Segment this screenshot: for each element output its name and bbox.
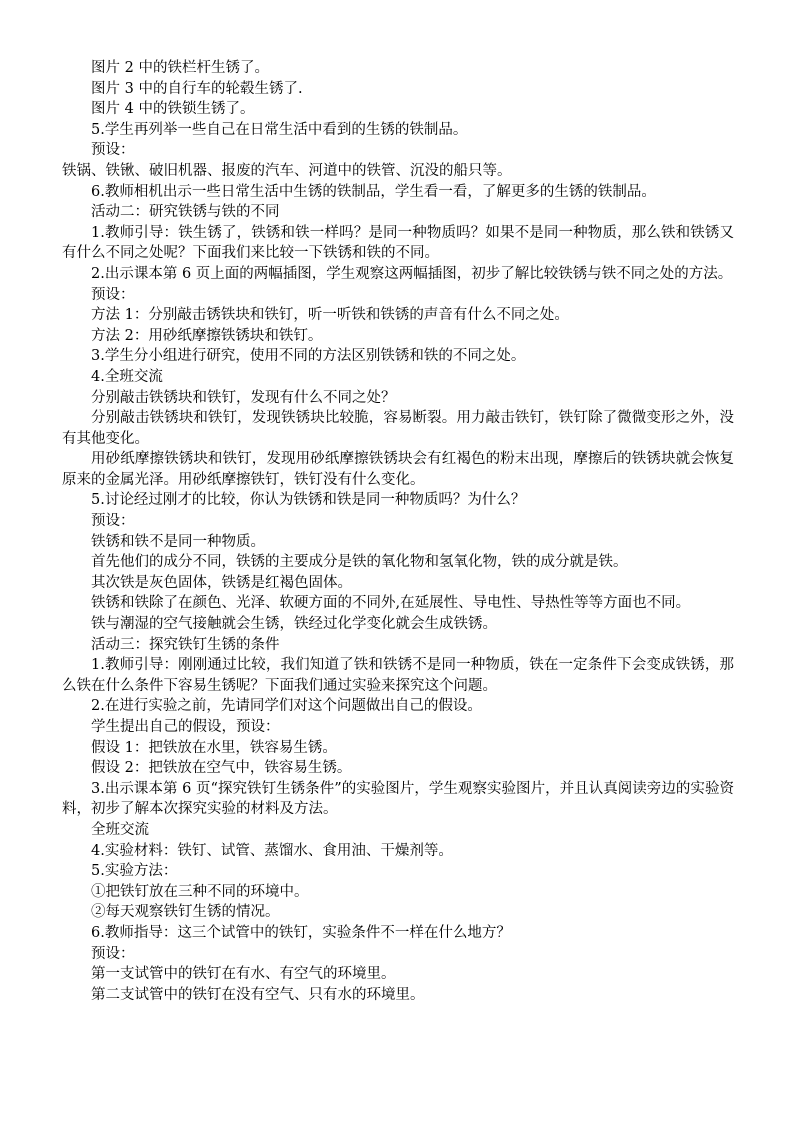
paragraph-25: 铁与潮湿的空气接触就会生锈，铁经过化学变化就会生成铁锈。	[91, 616, 497, 633]
paragraph-2: 图片 3 中的自行车的轮毂生锈了.	[91, 80, 303, 97]
paragraph-17: 分别敲击铁锈块和铁钉，发现铁锈块比较脆，容易断裂。用力敲击铁钉，铁钉除了微微变形之外，没有其他变化。	[62, 410, 734, 447]
section-heading-activity-2: 活动二：研究铁锈与铁的不同	[91, 204, 280, 221]
paragraph-22: 首先他们的成分不同，铁锈的主要成分是铁的氧化物和氢氧化物，铁的成分就是铁。	[91, 554, 628, 571]
paragraph-37: ②每天观察铁钉生锈的情况。	[91, 904, 280, 921]
paragraph-34: 4.实验材料：铁钉、试管、蒸馏水、食用油、干燥剂等。	[91, 842, 453, 859]
paragraph-13: 方法 2：用砂纸摩擦铁锈块和铁钉。	[91, 327, 323, 344]
paragraph-33: 全班交流	[91, 821, 149, 838]
paragraph-7: 6.教师相机出示一些日常生活中生锈的铁制品，学生看一看，了解更多的生锈的铁制品。	[91, 183, 656, 200]
paragraph-11: 预设：	[91, 286, 135, 303]
paragraph-30: 假设 1：把铁放在水里，铁容易生锈。	[91, 739, 337, 756]
paragraph-16: 分别敲击铁锈块和铁钉，发现有什么不同之处？	[91, 389, 396, 406]
paragraph-1: 图片 2 中的铁栏杆生锈了。	[91, 60, 269, 76]
paragraph-19: 5.讨论经过刚才的比较，你认为铁锈和铁是同一种物质吗？为什么？	[91, 492, 526, 509]
paragraph-38: 6.教师指导：这三个试管中的铁钉，实验条件不一样在什么地方？	[91, 924, 511, 941]
paragraph-24: 铁锈和铁除了在颜色、光泽、软硬方面的不同外,在延展性、导电性、导热性等等方面也不同。	[91, 595, 691, 612]
paragraph-20: 预设：	[91, 513, 135, 530]
section-heading-activity-3: 活动三：探究铁钉生锈的条件	[91, 636, 280, 653]
paragraph-36: ①把铁钉放在三种不同的环境中。	[91, 883, 309, 900]
paragraph-41: 第二支试管中的铁钉在没有空气、只有水的环境里。	[91, 986, 425, 1003]
paragraph-35: 5.实验方法：	[91, 863, 178, 880]
paragraph-31: 假设 2：把铁放在空气中，铁容易生锈。	[91, 760, 352, 777]
paragraph-10: 2.出示课本第 6 页上面的两幅插图，学生观察这两幅插图，初步了解比较铁锈与铁不同之处的方法。	[91, 265, 733, 282]
paragraph-6: 铁锅、铁锹、破旧机器、报废的汽车、河道中的铁管、沉没的船只等。	[62, 162, 512, 179]
paragraph-40: 第一支试管中的铁钉在有水、有空气的环境里。	[91, 966, 396, 983]
document-body	[62, 58, 734, 1005]
paragraph-32: 3.出示课本第 6 页“探究铁钉生锈条件”的实验图片，学生观察实验图片，并且认真阅读旁边的实验资料，初步了解本次探究实验的材料及方法。	[62, 780, 734, 818]
paragraph-12: 方法 1：分别敲击锈铁块和铁钉，听一听铁和铁锈的声音有什么不同之处。	[91, 307, 569, 324]
paragraph-39: 预设：	[91, 945, 135, 962]
paragraph-5: 预设：	[91, 142, 135, 159]
paragraph-28: 2.在进行实验之前，先请同学们对这个问题做出自己的假设。	[91, 698, 482, 715]
paragraph-21: 铁锈和铁不是同一种物质。	[91, 533, 265, 550]
paragraph-18: 用砂纸摩擦铁锈块和铁钉，发现用砂纸摩擦铁锈块会有红褐色的粉末出现，摩擦后的铁锈块就会恢复原来的金属光泽。用砂纸摩擦铁钉，铁钉没有什么变化。	[62, 451, 734, 488]
paragraph-14: 3.学生分小组进行研究，使用不同的方法区别铁锈和铁的不同之处。	[91, 348, 526, 365]
paragraph-27: 1.教师引导：刚刚通过比较，我们知道了铁和铁锈不是同一种物质，铁在一定条件下会变成铁锈，那么铁在什么条件下容易生锈呢？下面我们通过实验来探究这个问题。	[62, 657, 734, 694]
paragraph-29: 学生提出自己的假设，预设：	[91, 719, 280, 735]
paragraph-23: 其次铁是灰色固体，铁锈是红褐色固体。	[91, 574, 352, 591]
paragraph-9: 1.教师引导：铁生锈了，铁锈和铁一样吗？是同一种物质吗？如果不是同一种物质，那么铁和铁锈又有什么不同之处呢？下面我们来比较一下铁锈和铁的不同。	[62, 224, 734, 262]
paragraph-15: 4.全班交流	[91, 368, 163, 385]
paragraph-3: 图片 4 中的铁锁生锈了。	[91, 101, 255, 118]
paragraph-4: 5.学生再列举一些自己在日常生活中看到的生锈的铁制品。	[91, 121, 468, 138]
